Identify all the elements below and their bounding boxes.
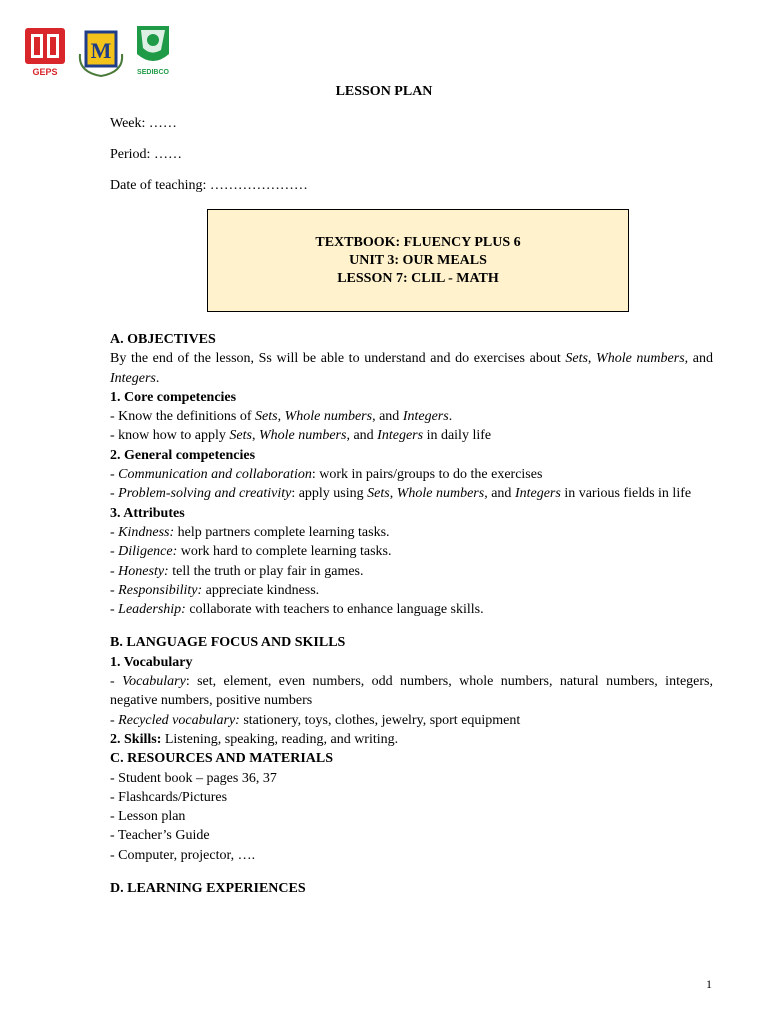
unit-line: UNIT 3: OUR MEALS: [349, 253, 487, 268]
week-field: Week: ……: [110, 116, 177, 131]
geps-logo-icon: [23, 24, 67, 78]
lesson-info-box: [207, 209, 629, 312]
attribute-item: - Honesty: tell the truth or play fair in games.: [110, 563, 364, 579]
textbook-line: TEXTBOOK: FLUENCY PLUS 6: [315, 235, 521, 250]
resource-item: - Teacher’s Guide: [110, 828, 210, 844]
attribute-item: - Kindness: help partners complete learning tasks.: [110, 524, 390, 540]
general-competency-item: - Problem-solving and creativity: apply using Sets, Whole numbers, and Integers in various fields in life: [110, 486, 692, 502]
attribute-item: - Leadership: collaborate with teachers to enhance language skills.: [110, 602, 484, 618]
objectives-intro: By the end of the lesson, Ss will be able to understand and do exercises about Sets, Whole numbers, and Integers.: [110, 351, 713, 386]
skills-item: 2. Skills: Listening, speaking, reading, and writing.: [110, 731, 399, 747]
sedibco-logo-icon: [131, 24, 175, 78]
vocabulary-item: - Vocabulary: set, element, even numbers, odd numbers, whole numbers, natural numbers, integers, negative numbers, positive numbers: [110, 674, 714, 709]
svg-text:SEDIBCO: SEDIBCO: [137, 69, 169, 76]
resource-item: - Student book – pages 36, 37: [110, 770, 277, 786]
recycled-vocabulary-item: - Recycled vocabulary: stationery, toys, clothes, jewelry, sport equipment: [110, 712, 521, 728]
lesson-line: LESSON 7: CLIL - MATH: [337, 271, 499, 286]
svg-text:M: M: [90, 38, 112, 63]
attribute-item: - Responsibility: appreciate kindness.: [110, 582, 320, 598]
vocabulary-heading: 1. Vocabulary: [110, 654, 193, 670]
resource-item: - Computer, projector, ….: [110, 847, 256, 863]
core-competencies-heading: 1. Core competencies: [110, 389, 237, 405]
section-a-heading: A. OBJECTIVES: [110, 332, 216, 347]
m-badge-logo-icon: [74, 24, 128, 78]
lesson-body: [110, 330, 713, 898]
date-of-teaching-field: Date of teaching: …………………: [110, 178, 308, 193]
svg-text:GEPS: GEPS: [32, 67, 58, 77]
page-number: 1: [706, 977, 712, 991]
attribute-item: - Diligence: work hard to complete learning tasks.: [110, 544, 392, 560]
section-b-heading: B. LANGUAGE FOCUS AND SKILLS: [110, 635, 346, 651]
period-field: Period: ……: [110, 147, 182, 162]
section-c-heading: C. RESOURCES AND MATERIALS: [110, 751, 334, 767]
resource-item: - Lesson plan: [110, 809, 186, 825]
resource-item: - Flashcards/Pictures: [110, 789, 228, 805]
page-title: LESSON PLAN: [335, 84, 433, 99]
core-competency-item: - know how to apply Sets, Whole numbers, and Integers in daily life: [110, 428, 492, 444]
section-d-heading: D. LEARNING EXPERIENCES: [110, 881, 306, 897]
core-competency-item: - Know the definitions of Sets, Whole numbers, and Integers.: [110, 409, 453, 425]
general-competency-item: - Communication and collaboration: work in pairs/groups to do the exercises: [110, 467, 543, 483]
attributes-heading: 3. Attributes: [110, 505, 185, 521]
general-competencies-heading: 2. General competencies: [110, 447, 256, 463]
